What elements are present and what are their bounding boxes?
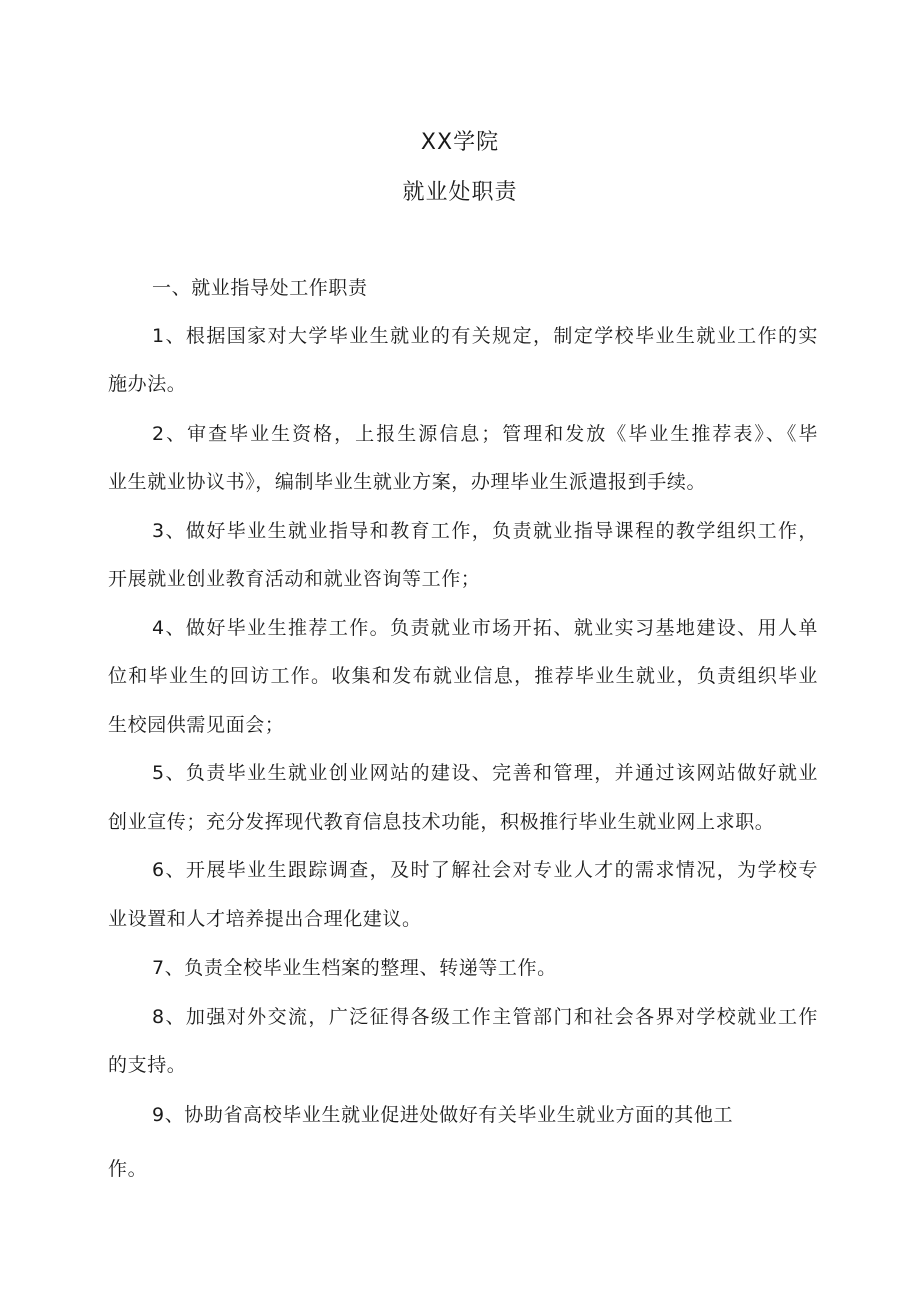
document-title: 就业处职责 <box>402 180 518 205</box>
item-4-line-2: 位和毕业生的回访工作。收集和发布就业信息，推荐毕业生就业，负责组织毕业 <box>108 665 818 687</box>
item-5-line-2: 创业宣传；充分发挥现代教育信息技术功能，积极推行毕业生就业网上求职。 <box>108 811 775 833</box>
item-4-line-3: 生校园供需见面会； <box>108 714 285 736</box>
item-1-line-2: 施办法。 <box>108 373 187 395</box>
item-5-line-1: 5、负责毕业生就业创业网站的建设、完善和管理，并通过该网站做好就业 <box>152 762 818 784</box>
item-9-line-1: 9、协助省高校毕业生就业促进处做好有关毕业生就业方面的其他工 <box>152 1104 734 1126</box>
item-2-line-2: 业生就业协议书》，编制毕业生就业方案，办理毕业生派遣报到手续。 <box>108 471 707 493</box>
item-9-line-2: 作。 <box>108 1158 148 1180</box>
item-7-line-1: 7、负责全校毕业生档案的整理、转递等工作。 <box>152 957 557 979</box>
item-6-line-1: 6、开展毕业生跟踪调查，及时了解社会对专业人才的需求情况，为学校专 <box>152 859 818 881</box>
item-4-line-1: 4、做好毕业生推荐工作。负责就业市场开拓、就业实习基地建设、用人单 <box>152 617 818 639</box>
institution-name: XX学院 <box>420 130 500 155</box>
item-8-line-1: 8、加强对外交流，广泛征得各级工作主管部门和社会各界对学校就业工作 <box>152 1006 818 1028</box>
item-1-line-1: 1、根据国家对大学毕业生就业的有关规定，制定学校毕业生就业工作的实 <box>152 325 818 347</box>
section-heading: 一、就业指导处工作职责 <box>152 277 368 299</box>
item-3-line-2: 开展就业创业教育活动和就业咨询等工作； <box>108 568 481 590</box>
item-8-line-2: 的支持。 <box>108 1054 187 1076</box>
item-2-line-1: 2、审查毕业生资格，上报生源信息；管理和发放《毕业生推荐表》、《毕 <box>152 423 818 445</box>
item-3-line-1: 3、做好毕业生就业指导和教育工作，负责就业指导课程的教学组织工作， <box>152 520 818 542</box>
item-6-line-2: 业设置和人才培养提出合理化建议。 <box>108 908 422 930</box>
